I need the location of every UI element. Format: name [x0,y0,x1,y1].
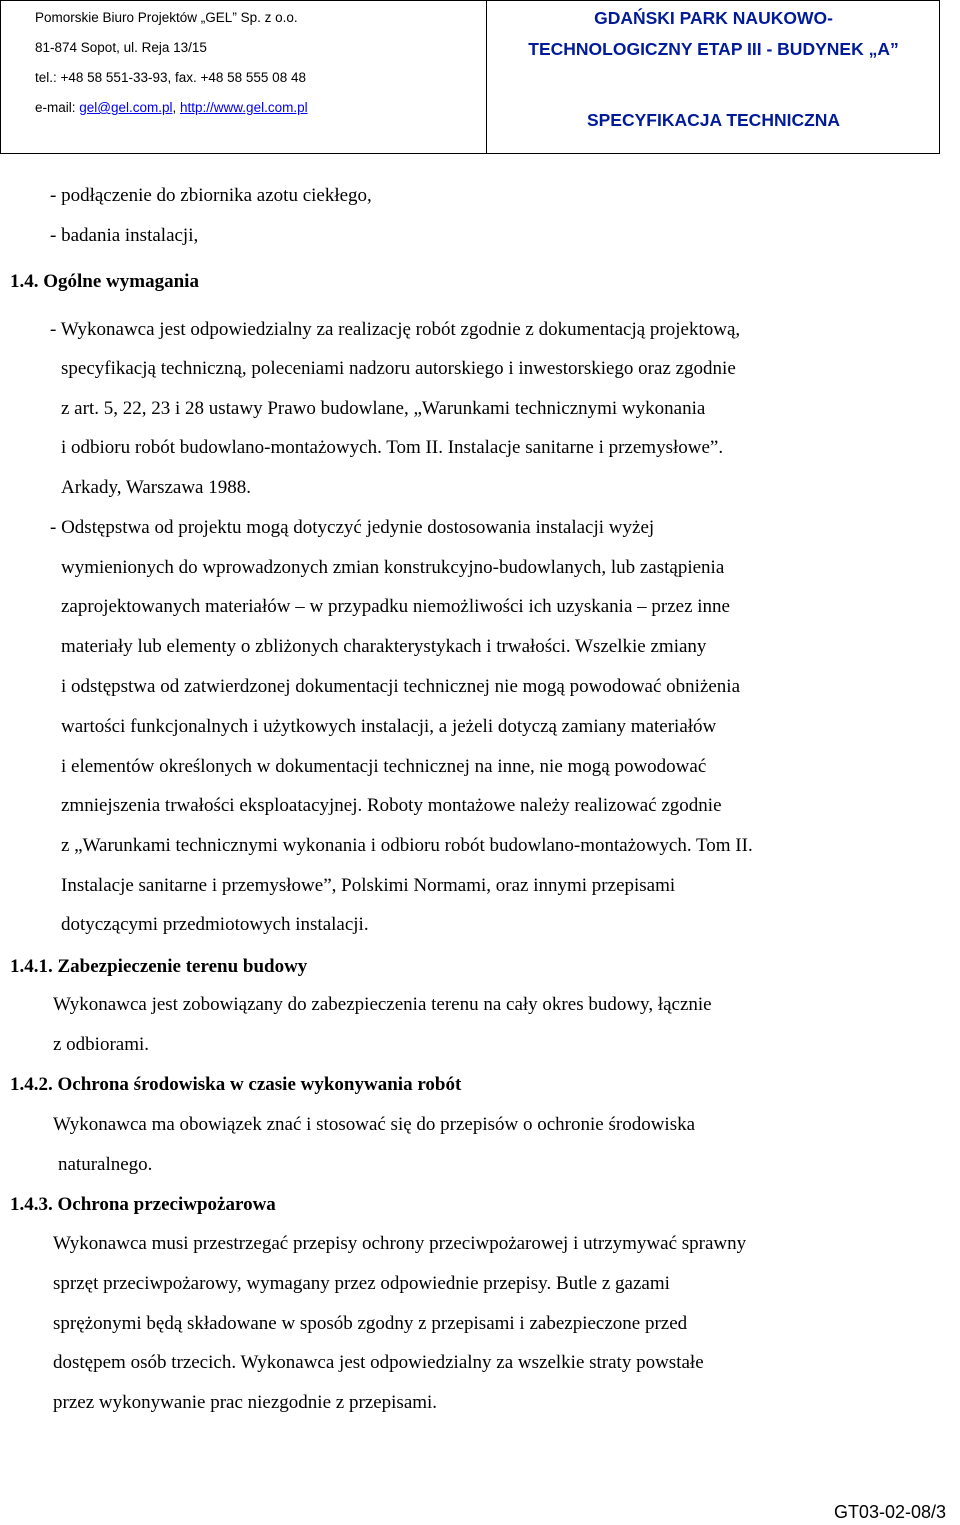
paragraph-line: i odbioru robót budowlano-montażowych. Tom II. Instalacje sanitarne i przemysłowe”. [61,437,724,458]
paragraph-line: - Odstępstwa od projektu mogą dotyczyć jedynie dostosowania instalacji wyżej [50,517,655,538]
project-title-line2: TECHNOLOGICZNY ETAP III - BUDYNEK „A” [528,39,899,59]
document-header [0,0,940,154]
paragraph-line: materiały lub elementy o zbliżonych charakterystykach i trwałości. Wszelkie zmiany [61,636,707,657]
paragraph-line: Instalacje sanitarne i przemysłowe”, Polskimi Normami, oraz innymi przepisami [61,875,676,896]
paragraph-line: specyfikacją techniczną, poleceniami nadzoru autorskiego i inwestorskiego oraz zgodnie [61,358,736,379]
company-phone: tel.: +48 58 551-33-93, fax. +48 58 555 08 48 [35,70,306,85]
paragraph-line: dotyczącymi przedmiotowych instalacji. [61,914,369,935]
email-label: e-mail: [35,100,80,115]
paragraph-line: zmniejszenia trwałości eksploatacyjnej. Roboty montażowe należy realizować zgodnie [61,795,722,816]
paragraph-line: - Wykonawca jest odpowiedzialny za realizację robót zgodnie z dokumentacją projektową, [50,319,741,340]
paragraph-line: dostępem osób trzecich. Wykonawca jest odpowiedzialny za wszelkie straty powstałe [53,1352,704,1373]
paragraph-line: Wykonawca ma obowiązek znać i stosować się do przepisów o ochronie środowiska [53,1114,696,1135]
paragraph-line: i elementów określonych w dokumentacji technicznej na inne, nie mogą powodować [61,756,707,777]
paragraph-line: naturalnego. [58,1154,153,1175]
company-contact [35,100,308,115]
project-title-line1: GDAŃSKI PARK NAUKOWO- [594,8,833,28]
paragraph-line: i odstępstwa od zatwierdzonej dokumentacji technicznej nie mogą powodować obniżenia [61,676,741,697]
paragraph-line: wymienionych do wprowadzonych zmian konstrukcyjno-budowlanych, lub zastąpienia [61,557,725,578]
document-type: SPECYFIKACJA TECHNICZNA [586,110,841,130]
company-name: Pomorskie Biuro Projektów „GEL” Sp. z o.o. [35,10,298,25]
paragraph-line: Wykonawca musi przestrzegać przepisy ochrony przeciwpożarowej i utrzymywać sprawny [53,1233,747,1254]
section-heading-1-4-1: 1.4.1. Zabezpieczenie terenu budowy [10,956,308,977]
paragraph-line: sprężonymi będą składowane w sposób zgodny z przepisami i zabezpieczone przed [53,1313,688,1334]
section-heading-1-4: 1.4. Ogólne wymagania [10,271,199,292]
section-heading-1-4-3: 1.4.3. Ochrona przeciwpożarowa [10,1194,276,1215]
paragraph-line: z art. 5, 22, 23 i 28 ustawy Prawo budowlane, „Warunkami technicznymi wykonania [61,398,706,419]
paragraph-line: sprzęt przeciwpożarowy, wymagany przez odpowiednie przepisy. Butle z gazami [53,1273,670,1294]
section-heading-1-4-2: 1.4.2. Ochrona środowiska w czasie wykonywania robót [10,1074,462,1095]
list-item: - podłączenie do zbiornika azotu ciekłego, [50,185,372,206]
contact-separator: , [172,100,181,115]
email-link[interactable]: gel@gel.com.pl [79,100,173,115]
paragraph-line: przez wykonywanie prac niezgodnie z przepisami. [53,1392,438,1413]
website-link[interactable]: http://www.gel.com.pl [180,100,308,115]
page-code: GT03-02-08/3 [833,1502,946,1522]
paragraph-line: Wykonawca jest zobowiązany do zabezpieczenia terenu na cały okres budowy, łącznie [53,994,712,1015]
company-info-box [1,1,487,153]
paragraph-line: wartości funkcjonalnych i użytkowych instalacji, a jeżeli dotyczą zamiany materiałów [61,716,717,737]
company-address: 81-874 Sopot, ul. Reja 13/15 [35,40,207,55]
paragraph-line: Arkady, Warszawa 1988. [61,477,251,498]
list-item: - badania instalacji, [50,225,199,246]
paragraph-line: zaprojektowanych materiałów – w przypadku niemożliwości ich uzyskania – przez inne [61,596,730,617]
paragraph-line: z odbiorami. [53,1034,150,1055]
paragraph-line: z „Warunkami technicznymi wykonania i odbioru robót budowlano-montażowych. Tom II. [61,835,753,856]
